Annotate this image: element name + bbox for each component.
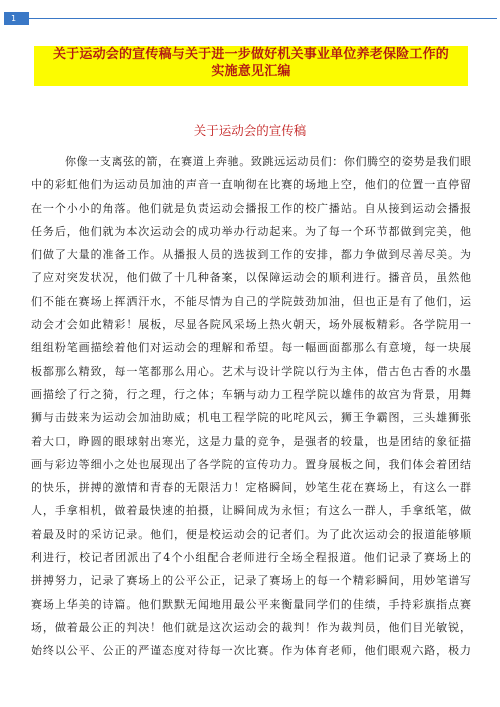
body-line: 在一个小小的角落。他们就是负责运动会播报工作的校广播站。自从接到运动会播报 (31, 201, 471, 215)
body-line: 画与彩边等细小之处也展现出了各学院的宣传功力。置身展板之间，我们体会着团结 (31, 457, 471, 471)
body-line: 任务后，他们就为本次运动会的成功举办行动起来。为了每一个环节都做到完美，他 (31, 224, 471, 238)
body-line: 场，做着最公正的判决！他们就是这次运动会的裁判！作为裁判员，他们目光敏锐， (31, 620, 471, 634)
body-line: 组组粉笔画描绘着他们对运动会的理解和希望。每一幅画面都那么有意境，每一块展 (31, 341, 471, 355)
body-line: 动会才会如此精彩！展板，尽显各院风采场上热火朝天，场外展板精彩。各学院用一 (31, 318, 471, 332)
body-line: 赛场上华美的诗篇。他们默默无闻地用最公平来衡量同学们的佳绩，手持彩旗指点赛 (31, 597, 471, 611)
header-rule (29, 18, 497, 19)
body-line: 着最及时的采访记录。他们，便是校运动会的记者们。为了此次运动会的报道能够顺 (31, 527, 471, 541)
body-line: 中的彩虹他们为运动员加油的声音一直响彻在比赛的场地上空，他们的位置一直停留 (31, 178, 471, 192)
body-line: 了应对突发状况，他们做了十几种备案，以保障运动会的顺利进行。播音员，虽然他 (31, 271, 471, 285)
body-line: 狮与击鼓来为运动会加油助威；机电工程学院的叱咤风云，狮王争霸图，三头雄狮张 (31, 411, 471, 425)
page-number-badge: 1 (4, 12, 29, 25)
body-line: 着大口，睁圆的眼球射出寒光，这是力量的竞争，是强者的较量，也是团结的象征描 (31, 434, 471, 448)
body-line: 板都那么精致，每一笔都那么用心。艺术与设计学院以行为主体，借古色古香的水墨 (31, 364, 471, 378)
body-line: 你像一支离弦的箭，在赛道上奔驰。致跳远运动员们：你们腾空的姿势是我们眼 (65, 155, 471, 168)
body-line: 利进行，校记者团派出了4个小组配合老师进行全场全程报道。他们记录了赛场上的 (31, 551, 471, 565)
body-line: 人，手拿相机，做着最快速的拍摄，让瞬间成为永恒；有这么一群人，手拿纸笔，做 (31, 504, 471, 518)
document-title-line-2: 实施意见汇编 (211, 64, 291, 79)
body-line: 们做了大量的准备工作。从播报人员的选拔到工作的安排，都力争做到尽善尽美。为 (31, 248, 471, 262)
body-line: 拼搏努力，记录了赛场上的公平公正，记录了赛场上的每一个精彩瞬间，用妙笔谱写 (31, 574, 471, 588)
document-title (34, 46, 468, 86)
body-paragraph (31, 150, 471, 663)
section-heading: 关于运动会的宣传稿 (193, 123, 307, 138)
body-line: 画描绘了行之猗，行之理，行之体；车辆与动力工程学院以雄伟的故宫为背景，用舞 (31, 387, 471, 401)
body-line: 始终以公平、公正的严谨态度对待每一次比赛。作为体育老师，他们眼观六路，极力 (31, 644, 471, 658)
body-line: 们不能在赛场上挥洒汗水，不能尽情为自己的学院鼓劲加油，但也正是有了他们，运 (31, 294, 471, 308)
body-line: 的快乐，拼搏的激情和青春的无限活力！定格瞬间，妙笔生花在赛场上，有这么一群 (31, 481, 471, 495)
page-header-bar (0, 0, 500, 36)
document-title-line-1: 关于运动会的宣传稿与关于进一步做好机关事业单位养老保险工作的 (52, 47, 449, 62)
